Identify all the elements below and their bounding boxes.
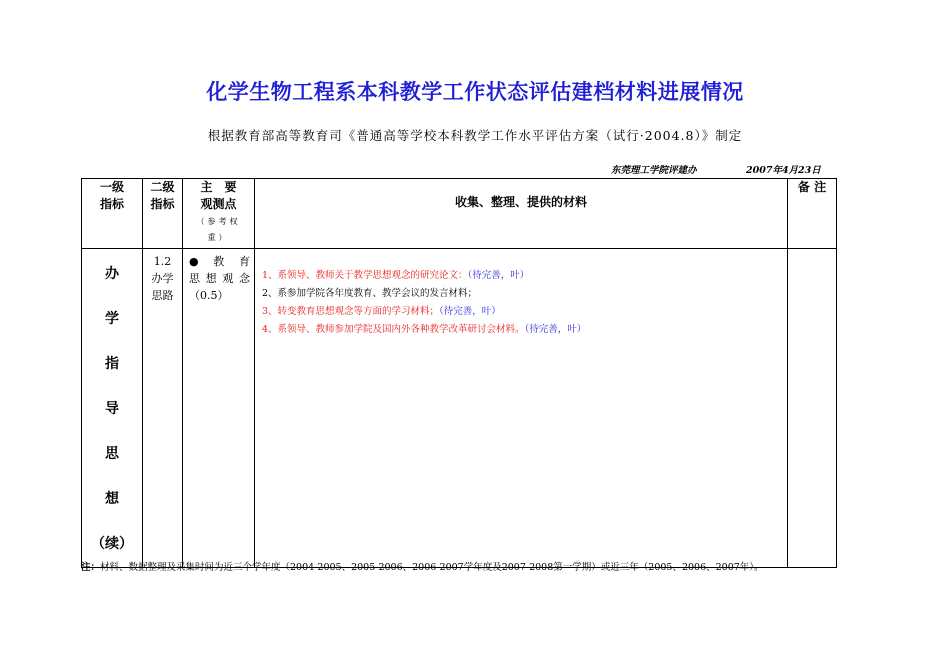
list-item [262,285,783,303]
level2-line: 1.2 [153,255,172,268]
obs-char: 思 [189,272,200,285]
level1-char: 学 [105,311,119,327]
materials-table [81,178,837,568]
remark-cell [788,249,837,568]
header-remark: 备 注 [788,179,837,249]
footnote [81,559,764,573]
footnote-text: 材料、数据整理及采集时间为近三个学年度（2004-2005、2005-2006、2006-2007学年度及2007-2008第一学期）或近三年（2005、2006、2007年）。 [100,562,764,573]
level1-char: 想 [105,491,119,507]
material-status: （待完善，叶） [524,324,587,335]
observation-point [183,249,255,568]
obs-char: 观 [222,272,234,285]
level2-line: 思路 [151,289,174,302]
header-level2-line: 二级 [150,180,175,194]
material-status: （待完善，叶） [439,306,501,317]
obs-char: 教 [213,255,225,268]
header-observation-line: 观测点 [200,197,237,211]
obs-char: 想 [205,272,217,285]
header-observation [183,179,255,249]
obs-weight: （0.5） [189,289,229,302]
footnote-label: 注： [81,562,101,573]
header-level1 [82,179,143,249]
list-item [262,267,783,285]
obs-char: 育 [238,255,250,268]
header-level2 [143,179,183,249]
material-text: 4、系领导、教师参加学院及国内外各种教学改革研讨会材料。 [262,324,525,335]
document-title: 化学生物工程系本科教学工作状态评估建档材料进展情况 [206,80,744,104]
level1-char: 指 [105,356,119,372]
level1-char: 思 [105,446,119,462]
header-level1-line: 一级 [99,180,124,194]
header-level1-line: 指标 [99,197,124,211]
materials-cell [255,249,788,568]
list-item [262,321,783,339]
obs-char: 念 [238,272,250,285]
header-observation-line: 主 要 [200,180,237,194]
header-level2-line: 指标 [150,197,175,211]
level1-char: 导 [105,401,119,417]
level2-line: 办学 [151,272,174,285]
header-row [82,179,837,249]
document-subtitle: 根据教育部高等教育司《普通高等学校本科教学工作水平评估方案（试行·2004.8）》制定 [207,128,743,143]
level2-indicator [143,249,183,568]
issuer: 东莞理工学院评建办 [611,165,697,176]
header-materials: 收集、整理、提供的材料 [255,179,788,249]
header-weight-line: （参考权 [196,217,241,226]
level1-char: 办 [105,266,119,282]
header-weight-line: 重） [207,233,230,242]
document-date: 2007年4月23日 [746,165,821,176]
material-status: （待完善，叶） [467,270,530,281]
bullet-icon: ● [189,255,199,268]
material-text: 2、系参加学院各年度教育、教学会议的发言材料； [262,288,478,299]
material-text: 3、转变教育思想观念等方面的学习材料； [262,306,440,317]
list-item [262,303,783,321]
table-row [82,249,837,568]
level1-indicator [82,249,143,568]
material-text: 1、系领导、教师关于教学思想观念的研究论文： [262,270,468,281]
level1-char: （续） [91,536,133,552]
